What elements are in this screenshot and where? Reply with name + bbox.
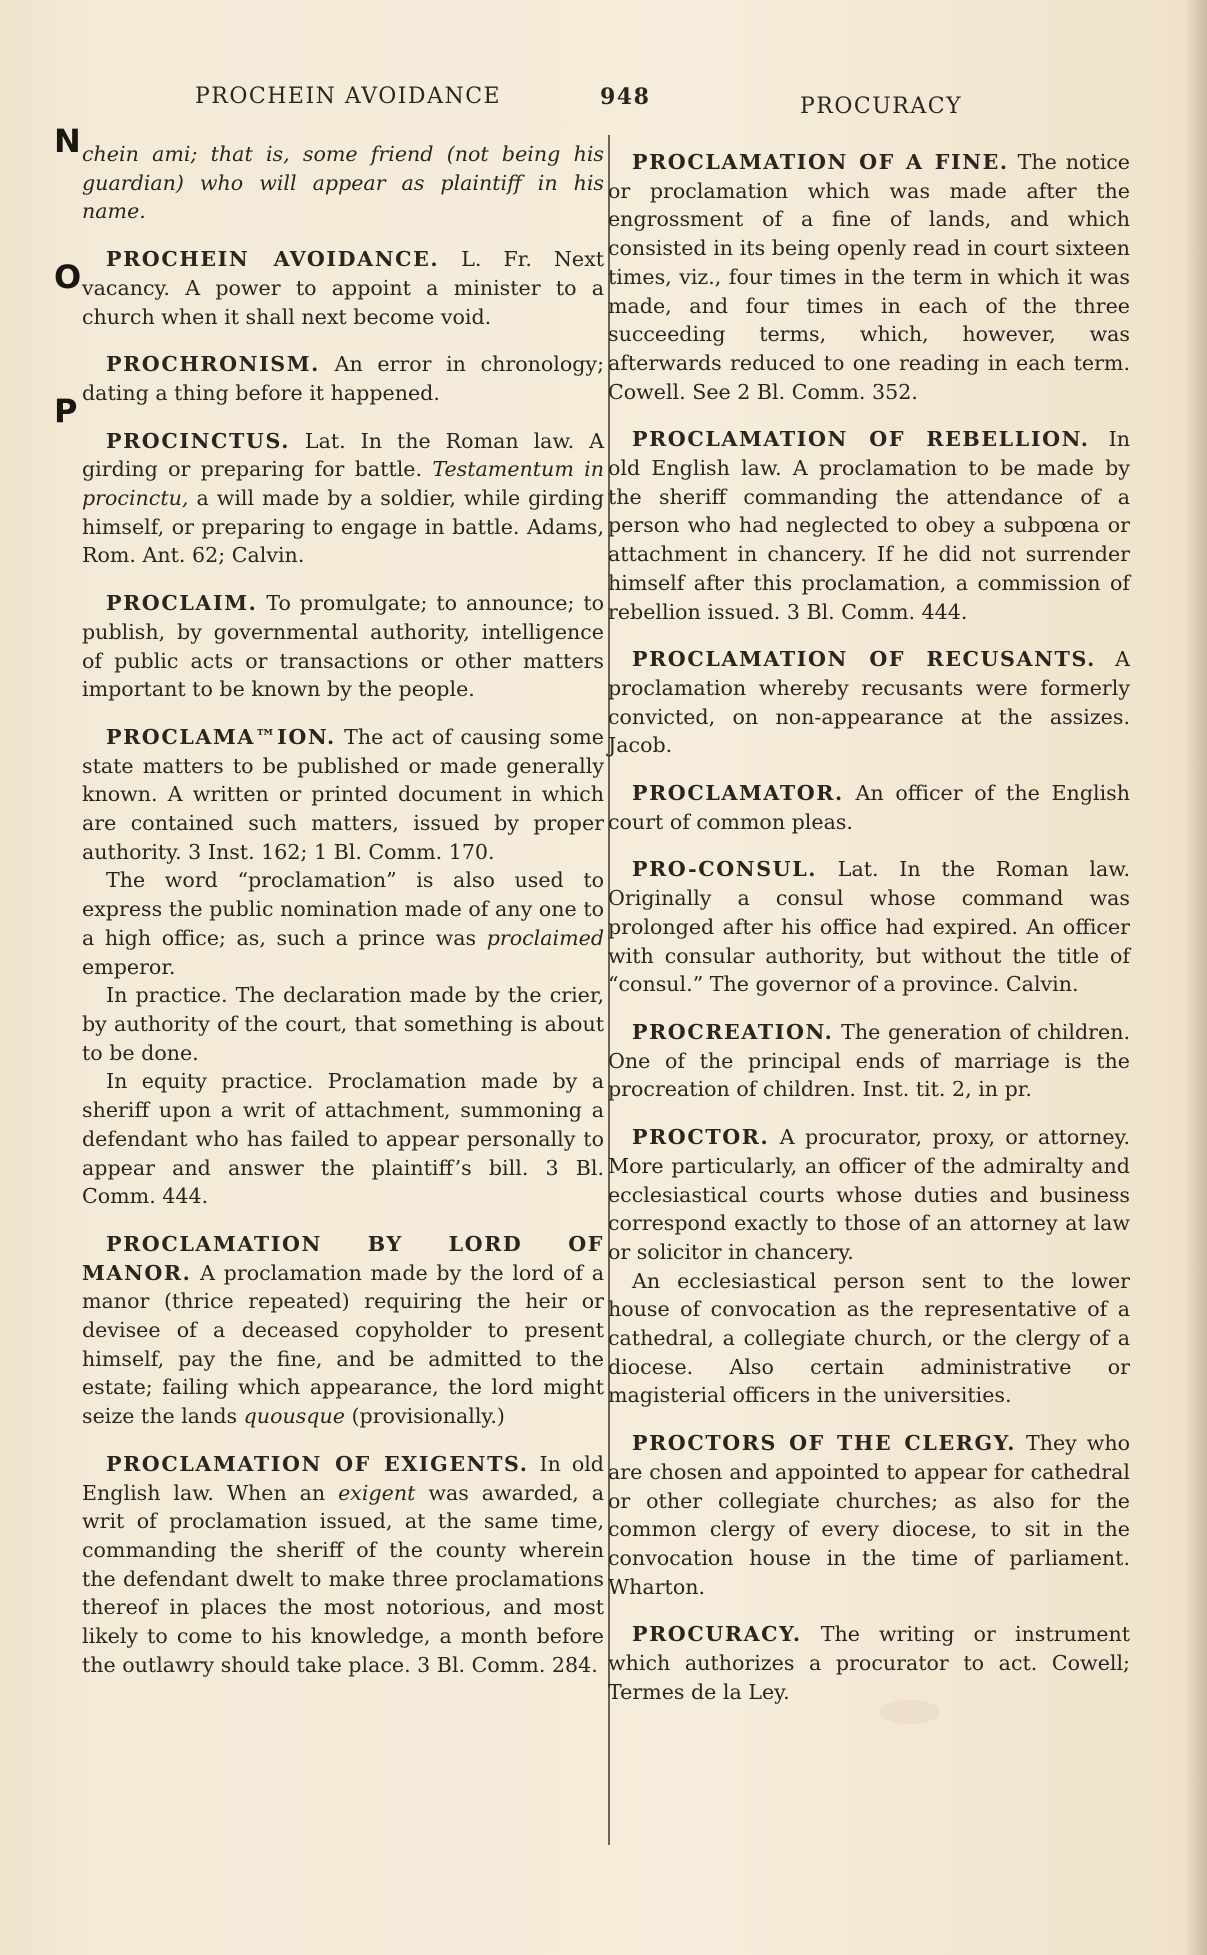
entry-italic-text: Testamentum in procinctu,	[82, 457, 605, 511]
entry-text: They who are chosen and appointed to appear for cathedral or other collegiate churches; as also for the common clergy of every diocese, to sit in the convocation house in the time of parliament. Wharton.	[608, 1431, 1131, 1599]
entry-pro-consul	[608, 855, 1130, 999]
entry-text: In equity practice. Proclamation made by a sheriff upon a writ of attachment, summoning a defendant who has failed to appear personally to appear and answer the plaintiff’s bill. 3 Bl. Comm. 444.	[82, 1069, 604, 1209]
entry-text: An officer of the English court of common pleas.	[608, 781, 1131, 834]
entry-text: was awarded, a writ of proclamation issued, at the same time, commanding the sheriff of the county wherein the defendant dwelt to make three proclamations thereof in places the most notorious, and most likely to come to his knowledge, a month before the outlawry should take place. 3 Bl. Comm. 284.	[82, 1480, 605, 1677]
entry-text: a will made by a soldier, while girding himself, or preparing to engage in battle. Adams, Rom. Ant. 62; Calvin.	[82, 486, 605, 568]
entry-text: In old English law. When an	[82, 1451, 604, 1505]
entry-text: The generation of children. One of the principal ends of marriage is the procreation of children. Inst. tit. 2, in pr.	[608, 1019, 1131, 1102]
entry-proclamation-by-lord-of-manor	[82, 1230, 604, 1431]
entry-text: Lat. In the Roman law. A girding or preparing for battle.	[82, 428, 604, 482]
right-column	[608, 148, 1130, 1725]
entry-italic-text: quousque	[243, 1404, 345, 1429]
entry-text: A proclamation whereby recusants were formerly convicted, on non-appearance at the assizes. Jacob.	[608, 647, 1130, 758]
entry-text: A proclamation made by the lord of a manor (thrice repeated) requiring the heir or devisee of a deceased copyholder to present himself, pay the fine, and be admitted to the estate; failing which appearance, the lord might seize the lands	[82, 1260, 605, 1429]
entry-proctor	[608, 1123, 1130, 1410]
entry-term: PROCLAMATION OF EXIGENTS.	[106, 1451, 529, 1476]
entry-text: A procurator, proxy, or attorney. More particularly, an officer of the admiralty and ecclesiastical courts whose duties and business correspond exactly to those of an attorney at law or solicitor in chancery.	[608, 1125, 1130, 1264]
entry-text: chein ami; that is, some friend (not being his guardian) who will appear as plaintiff in his name.	[82, 142, 604, 224]
entry-term: PROCLAMATION OF A FINE.	[632, 150, 1009, 174]
entry-term: PROCREATION.	[632, 1019, 834, 1044]
entry-text: L. Fr. Next vacancy. A power to appoint a minister to a church when it shall next become void.	[82, 247, 605, 329]
entry-term: PROCHRONISM.	[106, 352, 320, 377]
entry-term: PROCURACY.	[632, 1622, 802, 1647]
thumb-index-o: O	[54, 258, 82, 296]
entry-term: PROCLAIM.	[106, 591, 258, 616]
entry-term: PROCINCTUS.	[106, 428, 290, 453]
entry-text: (provisionally.)	[351, 1404, 505, 1429]
running-head-left: PROCHEIN AVOIDANCE	[195, 84, 502, 109]
entry-text: emperor.	[82, 954, 176, 979]
entry-term: PRO-CONSUL.	[632, 857, 818, 882]
entry-text: The act of causing some state matters to be published or made generally known. A written or printed document in which are contained such matters, issued by proper authority. 3 Inst. 162; 1 Bl. Comm. 170.	[82, 724, 604, 864]
page-number: 948	[600, 84, 651, 110]
entry-proclamation-of-rebellion	[608, 425, 1130, 626]
entry-term: PROCLAMATION BY LORD OF MANOR.	[82, 1231, 604, 1285]
entry-text: To promulgate; to announce; to publish, by governmental authority, intelligence of public acts or transactions or other matters important to be known by the people.	[82, 591, 605, 702]
entry-term: PROCTORS OF THE CLERGY.	[632, 1431, 1017, 1456]
entry-italic-text: exigent	[338, 1480, 416, 1505]
entry-proclamation	[82, 723, 604, 1211]
entry-prochronism	[82, 350, 604, 407]
entry-proctors-of-the-clergy	[608, 1429, 1130, 1601]
entry-term: PROCLAMATION OF REBELLION.	[632, 427, 1090, 452]
thumb-index-p: P	[54, 392, 78, 430]
entry-proclaim	[82, 589, 604, 704]
entry-text: An ecclesiastical person sent to the lower house of convocation as the representative of a cathedral, a collegiate church, or the clergy of a diocese. Also certain administrative or magisterial officers in the universities.	[608, 1268, 1130, 1408]
entry-procuracy	[608, 1620, 1130, 1706]
entry-text: The notice or proclamation which was made after the engrossment of a fine of lands, and which consisted in its being openly read in court sixteen times, viz., four times in the term in which it was made, and four times in each of the three succeeding terms, which, however, was afterwards reduced to one reading in each term. Cowell. See 2 Bl. Comm. 352.	[608, 150, 1130, 404]
entry-proclamation-of-a-fine	[608, 148, 1130, 406]
entry-term: PROCTOR.	[632, 1125, 770, 1150]
entry-prochein-avoidance	[82, 245, 604, 331]
entry-continuation	[82, 140, 604, 226]
entry-term: PROCLAMA™ION.	[106, 724, 336, 749]
running-head-right: PROCURACY	[800, 94, 963, 119]
left-column	[82, 140, 604, 1698]
entry-proclamation-of-recusants	[608, 645, 1130, 760]
entry-text: In practice. The declaration made by the crier, by authority of the court, that something is about to be done.	[82, 983, 604, 1065]
entry-text: In old English law. A proclamation to be made by the sheriff commanding the attendance of a person who had neglected to obey a subpœna or attachment in chancery. If he did not surrender himself after this proclamation, a commission of rebellion issued. 3 Bl. Comm. 444.	[608, 427, 1130, 624]
entry-proclamator	[608, 779, 1130, 836]
entry-italic-text: proclaimed	[486, 925, 604, 950]
entry-term: PROCHEIN AVOIDANCE.	[106, 247, 440, 272]
entry-text: The word “proclamation” is also used to express the public nomination made of any one to a high office; as, such a prince was	[82, 868, 604, 950]
entry-text: An error in chronology; dating a thing before it happened.	[82, 352, 605, 405]
entry-text: Lat. In the Roman law. Originally a consul whose command was prolonged after his office had expired. An officer with consular authority, but without the title of “consul.” The governor of a province. Calvin.	[608, 857, 1131, 997]
thumb-index-n: N	[54, 122, 81, 160]
entry-proclamation-of-exigents	[82, 1450, 604, 1680]
entry-procreation	[608, 1018, 1130, 1104]
entry-text: The writing or instrument which authorizes a procurator to act. Cowell; Termes de la Ley.	[608, 1622, 1130, 1704]
entry-procinctus	[82, 427, 604, 571]
entry-term: PROCLAMATION OF RECUSANTS.	[632, 647, 1096, 672]
entry-term: PROCLAMATOR.	[632, 781, 844, 806]
